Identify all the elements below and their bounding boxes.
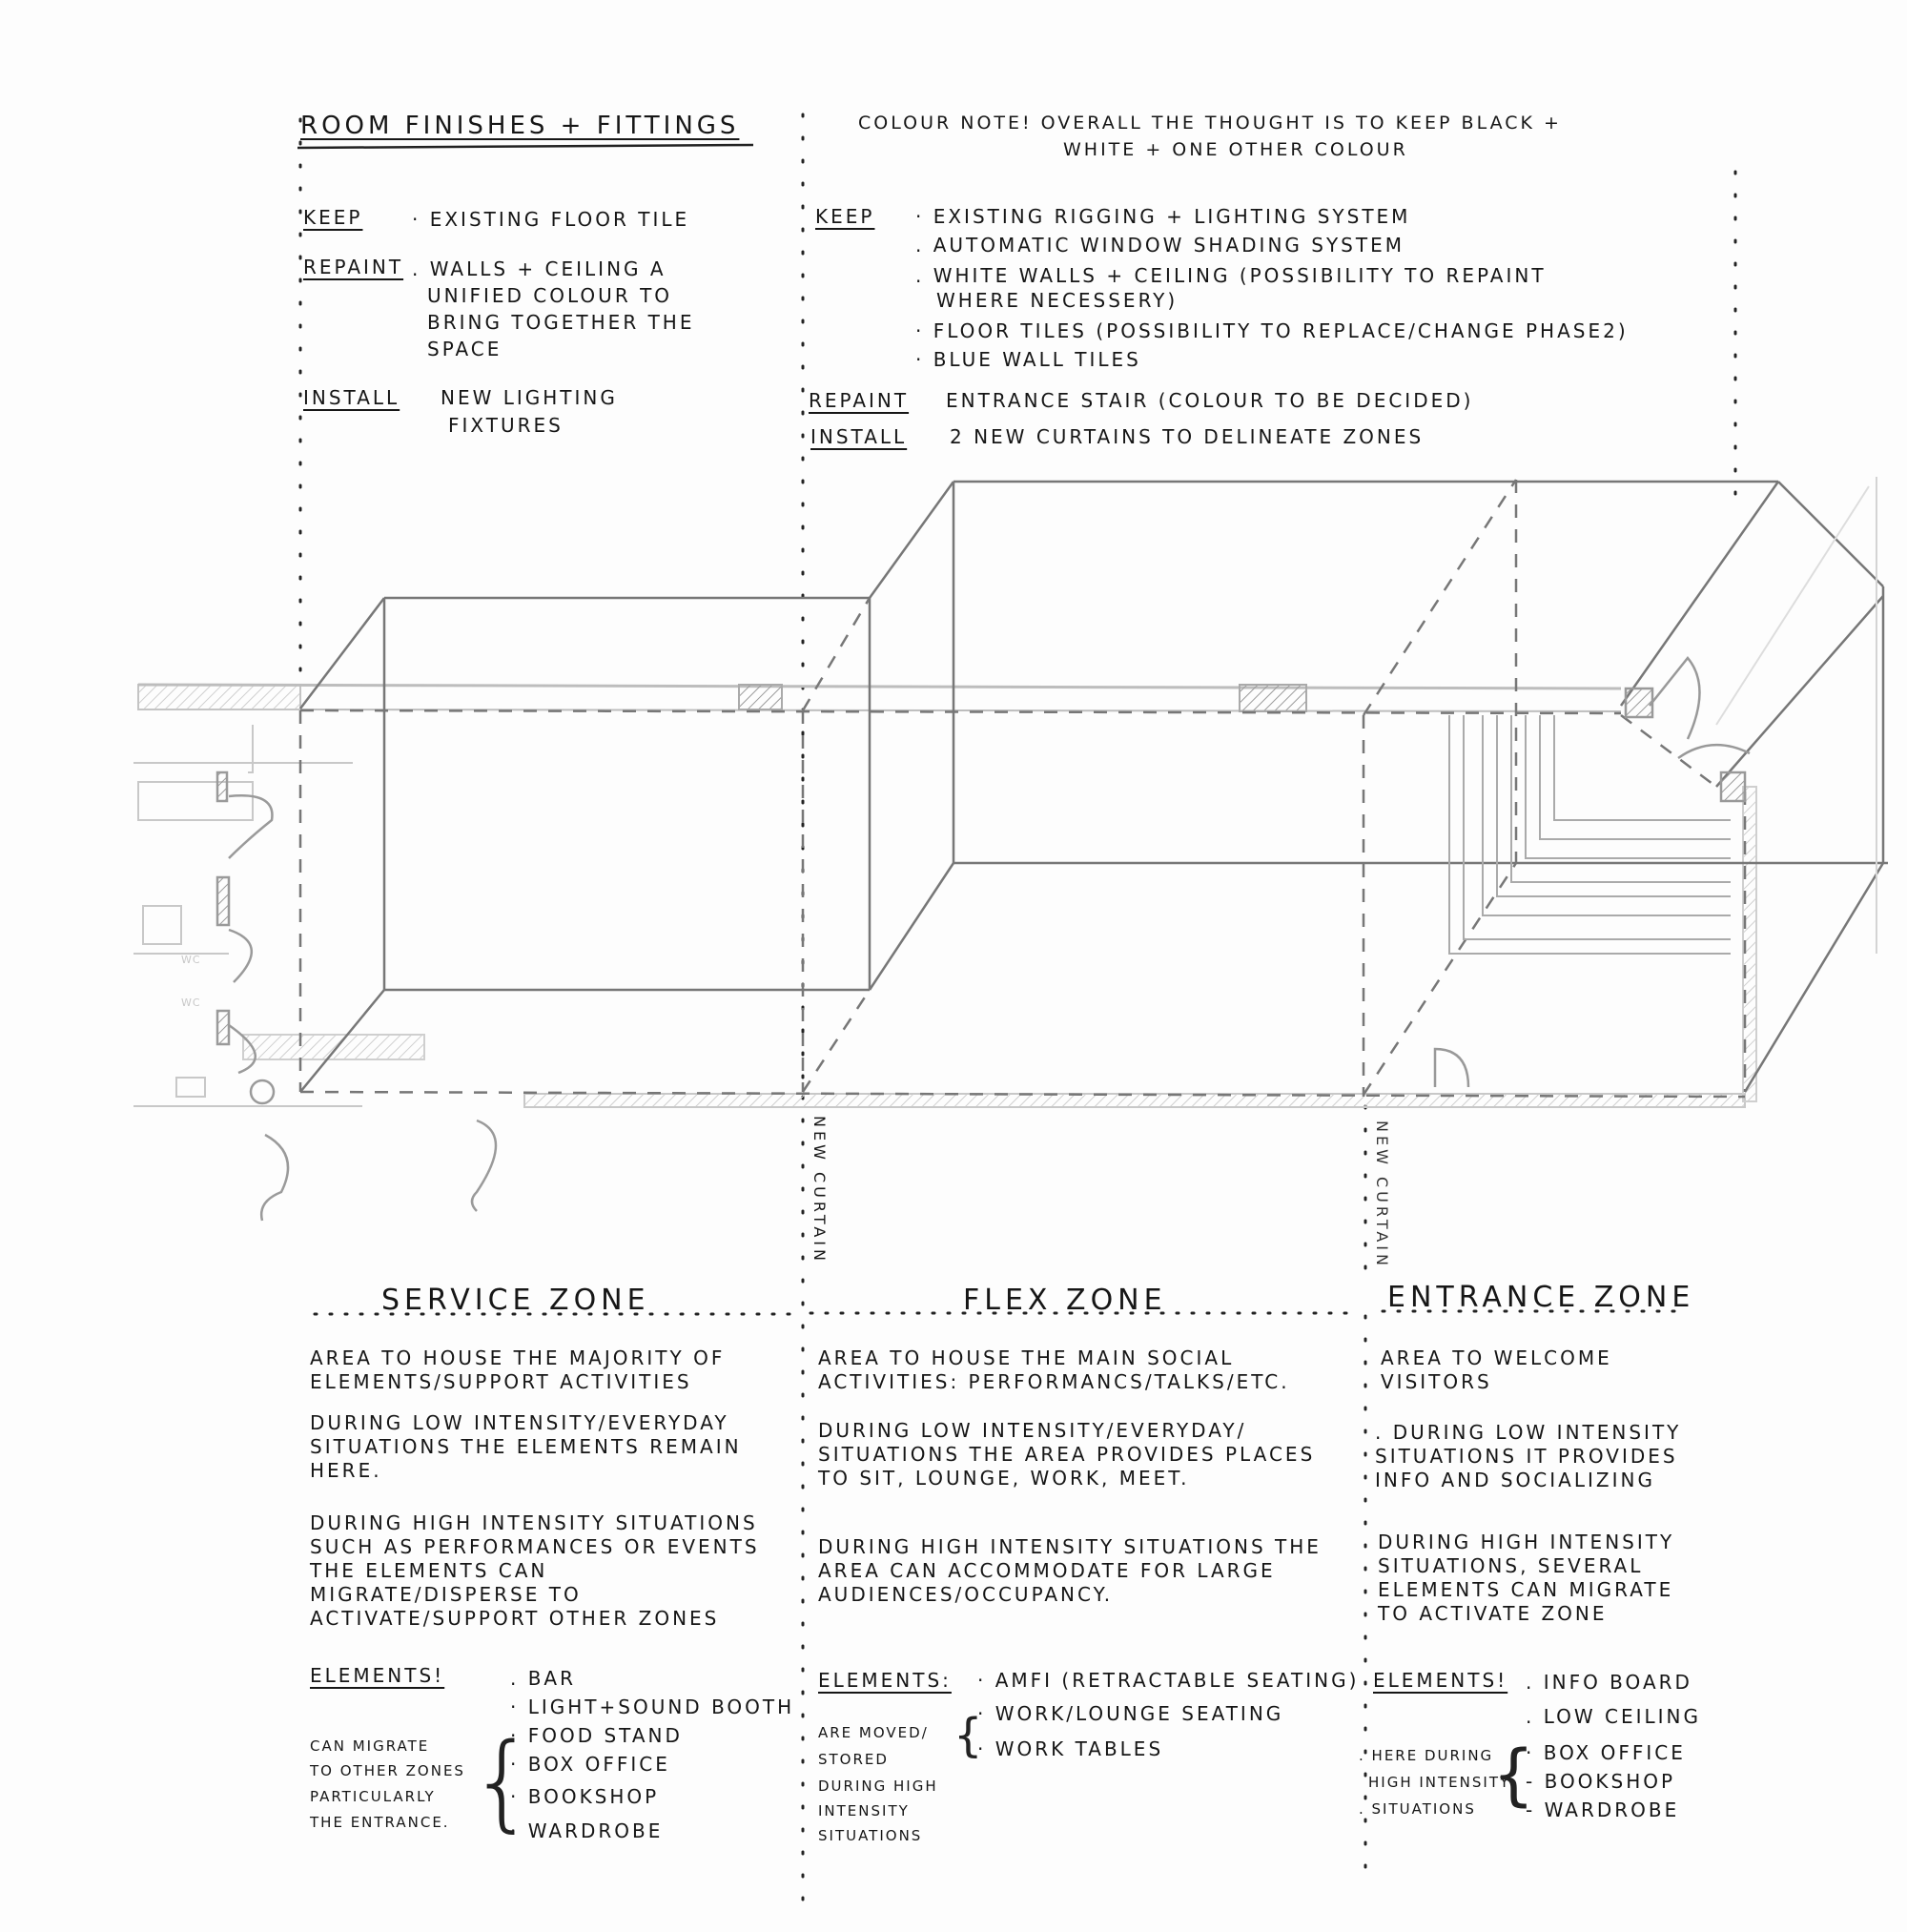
service-room-doors [217, 772, 496, 1221]
service-brace-icon: { [469, 1720, 536, 1842]
service-zone-volume [300, 598, 870, 1092]
flex-zone-volume [870, 482, 1888, 990]
left-repaint-label: REPAINT [303, 256, 404, 278]
right-keep-item-3: . WHITE WALLS + CEILING (POSSIBILITY TO REPAINT [915, 264, 1547, 287]
entrance-element: - WARDROBE [1526, 1798, 1680, 1821]
flex-brace-icon: { [954, 1709, 983, 1762]
room-label-wc-1: WC [181, 954, 201, 966]
flex-zone-para-3: DURING HIGH INTENSITY SITUATIONS THE AREA CAN ACCOMMODATE FOR LARGE AUDIENCES/OCCUPANCY. [818, 1535, 1322, 1606]
entrance-element: - BOOKSHOP [1526, 1770, 1676, 1793]
service-zone-dashed-floor [300, 710, 1745, 1097]
left-install-label: INSTALL [303, 386, 400, 409]
colour-note-line-1: COLOUR NOTE! OVERALL THE THOUGHT IS TO KEEP BLACK + [858, 113, 1562, 134]
flex-elements-label: ELEMENTS: [818, 1669, 952, 1692]
service-element: · WARDROBE [510, 1819, 664, 1842]
room-finishes-title: ROOM FINISHES + FITTINGS [300, 112, 740, 140]
entrance-element: . LOW CEILING [1526, 1705, 1702, 1728]
left-repaint-line-3: BRING TOGETHER THE [427, 311, 695, 334]
flex-element: · AMFI (RETRACTABLE SEATING) [977, 1669, 1360, 1692]
service-zone-para-1: AREA TO HOUSE THE MAJORITY OF ELEMENTS/SUPPORT ACTIVITIES [310, 1346, 726, 1393]
right-keep-item-2: . AUTOMATIC WINDOW SHADING SYSTEM [915, 234, 1405, 257]
flex-note-line: SITUATIONS [818, 1827, 923, 1844]
service-note-line: PARTICULARLY [310, 1788, 436, 1805]
right-install-text: 2 NEW CURTAINS TO DELINEATE ZONES [950, 425, 1425, 448]
flex-element: · WORK TABLES [977, 1737, 1164, 1760]
flex-zone-dashed-curtain [803, 480, 1516, 1097]
room-label-wc-2: WC [181, 997, 201, 1009]
right-repaint-text: ENTRANCE STAIR (COLOUR TO BE DECIDED) [946, 389, 1474, 412]
right-keep-item-3b: WHERE NECESSERY) [936, 289, 1179, 312]
flex-zone-para-2: DURING LOW INTENSITY/EVERYDAY/ SITUATIONS THE AREA PROVIDES PLACES TO SIT, LOUNGE, WORK, MEET. [818, 1419, 1316, 1490]
flex-note-line: STORED [818, 1751, 889, 1768]
curtain-label-2: NEW CURTAIN [1373, 1120, 1391, 1269]
entrance-note-line: HIGH INTENSITY [1368, 1774, 1511, 1791]
left-install-line-2: FIXTURES [448, 414, 564, 437]
service-note-line: THE ENTRANCE. [310, 1814, 450, 1831]
entrance-note-line: . SITUATIONS [1359, 1800, 1476, 1818]
entrance-zone-title: ENTRANCE ZONE [1387, 1281, 1695, 1314]
entrance-zone-para-1: AREA TO WELCOME VISITORS [1381, 1346, 1612, 1393]
entrance-element: . INFO BOARD [1526, 1671, 1692, 1694]
left-repaint-line-2: UNIFIED COLOUR TO [427, 284, 673, 307]
left-keep-item: · EXISTING FLOOR TILE [412, 208, 690, 231]
right-keep-item-5: · BLUE WALL TILES [915, 348, 1141, 371]
flex-element: · WORK/LOUNGE SEATING [977, 1702, 1284, 1725]
curtain-label-1: NEW CURTAIN [810, 1116, 829, 1264]
entrance-brace-icon: { [1492, 1736, 1535, 1814]
colour-note-line-2: WHITE + ONE OTHER COLOUR [1063, 139, 1408, 160]
entrance-note-line: . HERE DURING [1359, 1747, 1494, 1764]
service-note-line: TO OTHER ZONES [310, 1762, 465, 1779]
flex-note-line: DURING HIGH [818, 1778, 938, 1795]
flex-note-line: INTENSITY [818, 1802, 910, 1819]
service-element: · BOX OFFICE [510, 1753, 670, 1776]
left-keep-label: KEEP [303, 206, 363, 229]
right-repaint-label: REPAINT [809, 389, 910, 412]
flex-zone-para-1: AREA TO HOUSE THE MAIN SOCIAL ACTIVITIES: PERFORMANCS/TALKS/ETC. [818, 1346, 1290, 1393]
entrance-element: · BOX OFFICE [1526, 1741, 1686, 1764]
service-note-line: CAN MIGRATE [310, 1737, 430, 1755]
service-elements-label: ELEMENTS! [310, 1664, 445, 1687]
entrance-elements-label: ELEMENTS! [1373, 1669, 1508, 1692]
right-keep-label: KEEP [815, 205, 875, 228]
left-repaint-line-4: SPACE [427, 338, 502, 360]
heading-underlines [297, 145, 753, 148]
service-element: . BAR [510, 1667, 577, 1690]
right-install-label: INSTALL [810, 425, 908, 448]
entrance-zone-para-3: DURING HIGH INTENSITY SITUATIONS, SEVERAL ELEMENTS CAN MIGRATE TO ACTIVATE ZONE [1378, 1531, 1675, 1625]
left-install-line-1: NEW LIGHTING [441, 386, 618, 409]
service-element: · BOOKSHOP [510, 1785, 660, 1808]
service-zone-para-3: DURING HIGH INTENSITY SITUATIONS SUCH AS PERFORMANCES OR EVENTS THE ELEMENTS CAN MIGRATE/DISPERSE TO ACTIVATE/SUPPORT OTHER ZONES [310, 1511, 760, 1630]
service-element: · LIGHT+SOUND BOOTH [510, 1696, 795, 1718]
service-element: · FOOD STAND [510, 1724, 683, 1747]
right-keep-item-1: · EXISTING RIGGING + LIGHTING SYSTEM [915, 205, 1411, 228]
right-keep-item-4: · FLOOR TILES (POSSIBILITY TO REPLACE/CHANGE PHASE2) [915, 319, 1629, 342]
flex-zone-title: FLEX ZONE [963, 1284, 1167, 1317]
left-repaint-line-1: . WALLS + CEILING A [412, 257, 666, 280]
entrance-zone-para-2: . DURING LOW INTENSITY SITUATIONS IT PROVIDES INFO AND SOCIALIZING [1375, 1421, 1682, 1491]
service-zone-para-2: DURING LOW INTENSITY/EVERYDAY SITUATIONS THE ELEMENTS REMAIN HERE. [310, 1411, 742, 1482]
dotted-column-dividers [300, 114, 1735, 1917]
flex-note-line: ARE MOVED/ [818, 1724, 929, 1741]
service-zone-title: SERVICE ZONE [381, 1284, 650, 1317]
